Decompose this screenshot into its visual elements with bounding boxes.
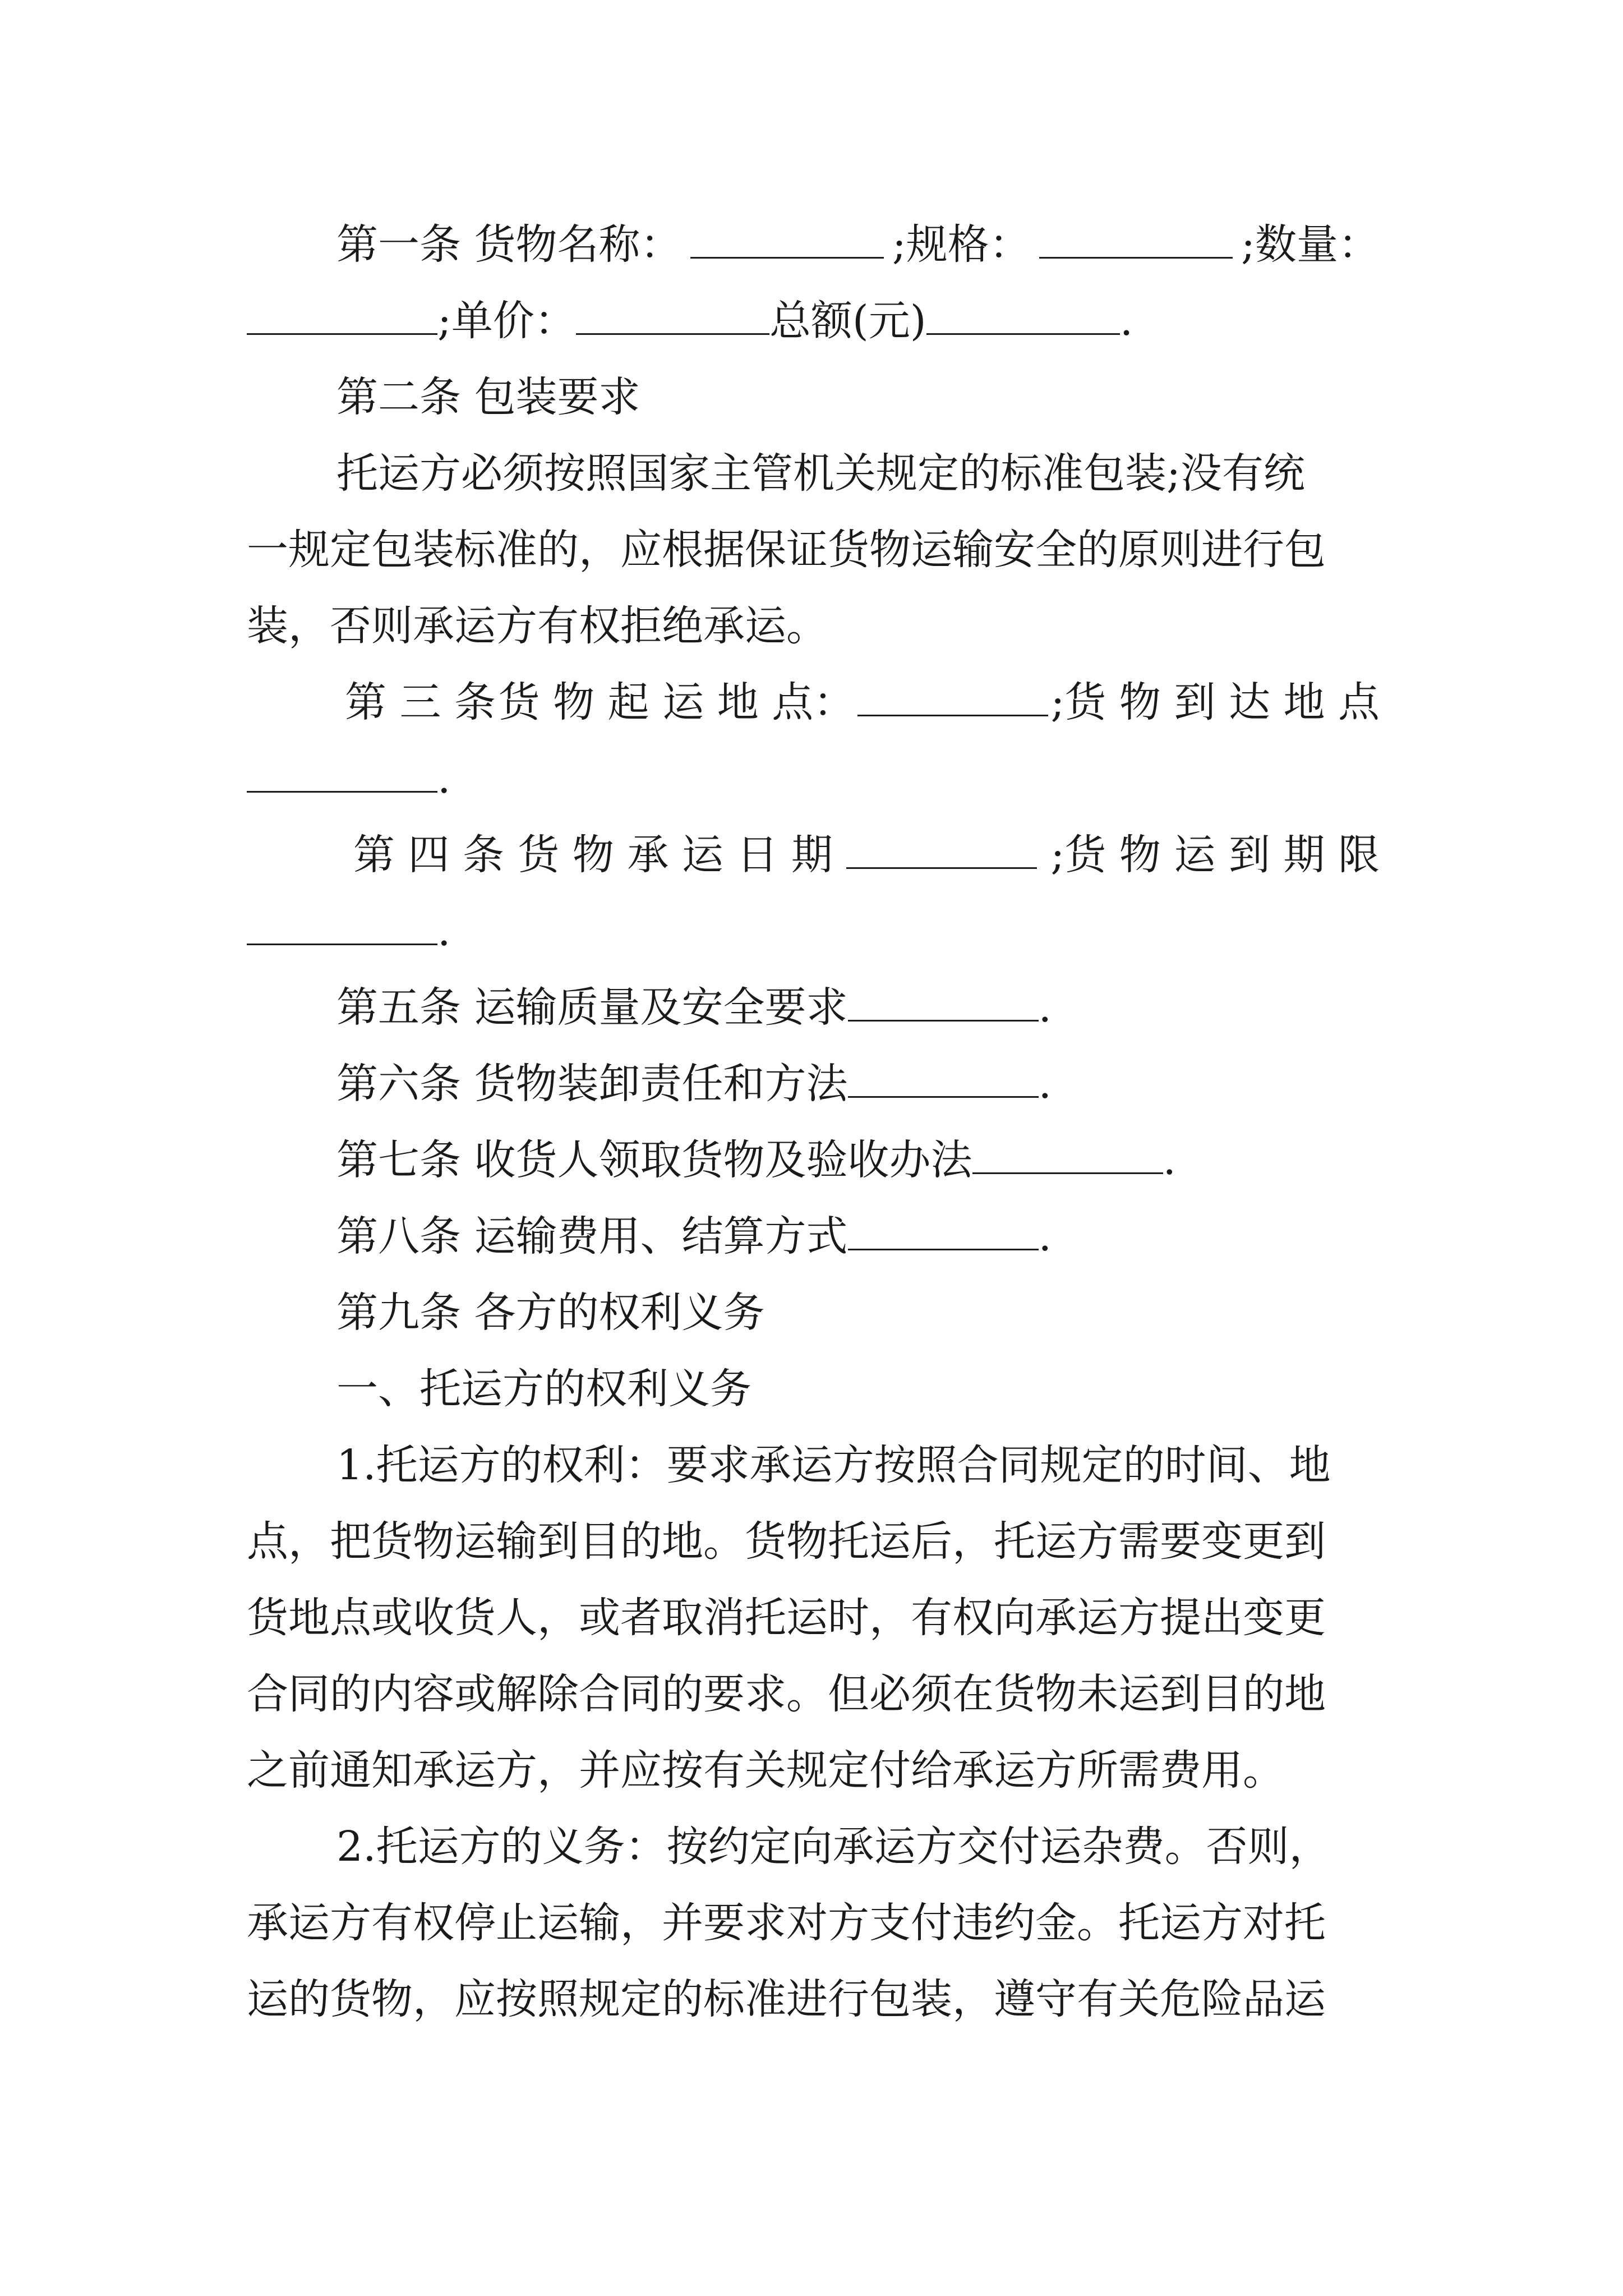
article-2-line-1 bbox=[247, 448, 1380, 499]
article-9-heading-text: 第九条 各方的权利义务 bbox=[336, 1289, 765, 1337]
article-5-line bbox=[247, 982, 1380, 1033]
price-blank bbox=[576, 297, 769, 335]
article-3-end: . bbox=[437, 754, 451, 803]
ship-date-label: 货 物 承 运 日 期 bbox=[518, 831, 833, 879]
item-1-text-4: 合同的内容或解除合同的要求。但必须在货物未运到目的地 bbox=[247, 1670, 1326, 1718]
article-4-line-2 bbox=[247, 905, 1380, 957]
article-6-line bbox=[247, 1058, 1380, 1110]
article-2-heading bbox=[247, 371, 1380, 423]
article-1-end: . bbox=[1119, 297, 1133, 345]
item-1-line-4 bbox=[247, 1668, 1380, 1720]
item-1-line-5 bbox=[247, 1745, 1380, 1796]
article-4-line-1 bbox=[247, 829, 1380, 881]
ship-date-blank bbox=[846, 831, 1037, 869]
item-1-text-5: 之前通知承运方，并应按有关规定付给承运方所需费用。 bbox=[247, 1746, 1284, 1795]
article-8-blank bbox=[848, 1213, 1039, 1250]
item-2-line-2 bbox=[247, 1897, 1380, 1949]
article-7-blank bbox=[972, 1137, 1163, 1174]
article-5-end: . bbox=[1038, 983, 1052, 1032]
article-7-text: 第七条 收货人领取货物及验收办法 bbox=[336, 1136, 972, 1184]
article-5-blank bbox=[848, 984, 1039, 1022]
total-label: 总额(元) bbox=[769, 297, 926, 345]
deadline-blank bbox=[247, 908, 437, 945]
article-6-blank bbox=[848, 1060, 1039, 1098]
article-1-intro: 第一条 货物名称： bbox=[336, 220, 682, 269]
total-blank bbox=[926, 297, 1120, 335]
item-1-text-2: 点，把货物运输到目的地。货物托运后，托运方需要变更到 bbox=[247, 1517, 1326, 1566]
article-1-line-2 bbox=[247, 295, 1380, 347]
article-2-line-2 bbox=[247, 524, 1380, 576]
article-8-line bbox=[247, 1211, 1380, 1262]
spec-blank bbox=[1039, 221, 1233, 259]
destination-blank bbox=[247, 755, 437, 793]
article-4-lead: 第 四 条 bbox=[353, 831, 505, 879]
article-8-text: 第八条 运输费用、结算方式 bbox=[336, 1212, 848, 1260]
article-6-text: 第六条 货物装卸责任和方法 bbox=[336, 1060, 848, 1108]
article-8-end: . bbox=[1038, 1212, 1052, 1260]
quantity-blank bbox=[247, 297, 437, 335]
item-2-line-1 bbox=[247, 1821, 1380, 1872]
item-1-line-2 bbox=[247, 1516, 1380, 1567]
article-6-end: . bbox=[1038, 1060, 1052, 1108]
quantity-label: ;数量： bbox=[1241, 220, 1380, 269]
article-7-end: . bbox=[1163, 1136, 1177, 1184]
item-1-line-3 bbox=[247, 1592, 1380, 1644]
article-3-lead: 第 三 条 bbox=[345, 678, 496, 726]
origin-label: 货 物 起 运 地 点： bbox=[498, 678, 855, 726]
item-2-line-3 bbox=[247, 1973, 1380, 2025]
article-2-text-1: 托运方必须按照国家主管机关规定的标准包装;没有统 bbox=[336, 449, 1305, 498]
article-5-text: 第五条 运输质量及安全要求 bbox=[336, 983, 848, 1032]
price-label: ;单价： bbox=[437, 297, 576, 345]
item-1-text-3: 货地点或收货人，或者取消托运时，有权向承运方提出变更 bbox=[247, 1594, 1326, 1642]
item-2-text-3: 运的货物，应按照规定的标准进行包装，遵守有关危险品运 bbox=[247, 1975, 1326, 2023]
article-7-line bbox=[247, 1134, 1380, 1186]
deadline-label: ;货 物 运 到 期 限 bbox=[1050, 831, 1380, 879]
article-2-text-2: 一规定包装标准的，应根据保证货物运输安全的原则进行包 bbox=[247, 526, 1326, 574]
goods-name-blank bbox=[690, 221, 884, 259]
article-2-heading-text: 第二条 包装要求 bbox=[336, 373, 640, 421]
origin-blank bbox=[857, 679, 1048, 716]
item-2-text-1: 2.托运方的义务：按约定向承运方交付运杂费。否则， bbox=[336, 1823, 1331, 1871]
article-1-line-1 bbox=[247, 219, 1380, 270]
article-9-heading bbox=[247, 1287, 1380, 1338]
article-2-text-3: 装，否则承运方有权拒绝承运。 bbox=[247, 602, 828, 650]
item-1-line-1 bbox=[247, 1439, 1380, 1491]
article-3-line-2 bbox=[247, 753, 1380, 804]
section-1-heading-text: 一、托运方的权利义务 bbox=[336, 1365, 751, 1413]
destination-label: ;货 物 到 达 地 点 bbox=[1050, 678, 1380, 726]
item-2-text-2: 承运方有权停止运输，并要求对方支付违约金。托运方对托 bbox=[247, 1899, 1326, 1947]
article-2-line-3 bbox=[247, 600, 1380, 652]
section-1-heading bbox=[247, 1363, 1380, 1415]
item-1-text-1: 1.托运方的权利：要求承运方按照合同规定的时间、地 bbox=[336, 1441, 1331, 1489]
spec-label: ;规格： bbox=[892, 220, 1031, 269]
article-3-line-1 bbox=[247, 677, 1380, 728]
article-4-end: . bbox=[437, 907, 451, 955]
